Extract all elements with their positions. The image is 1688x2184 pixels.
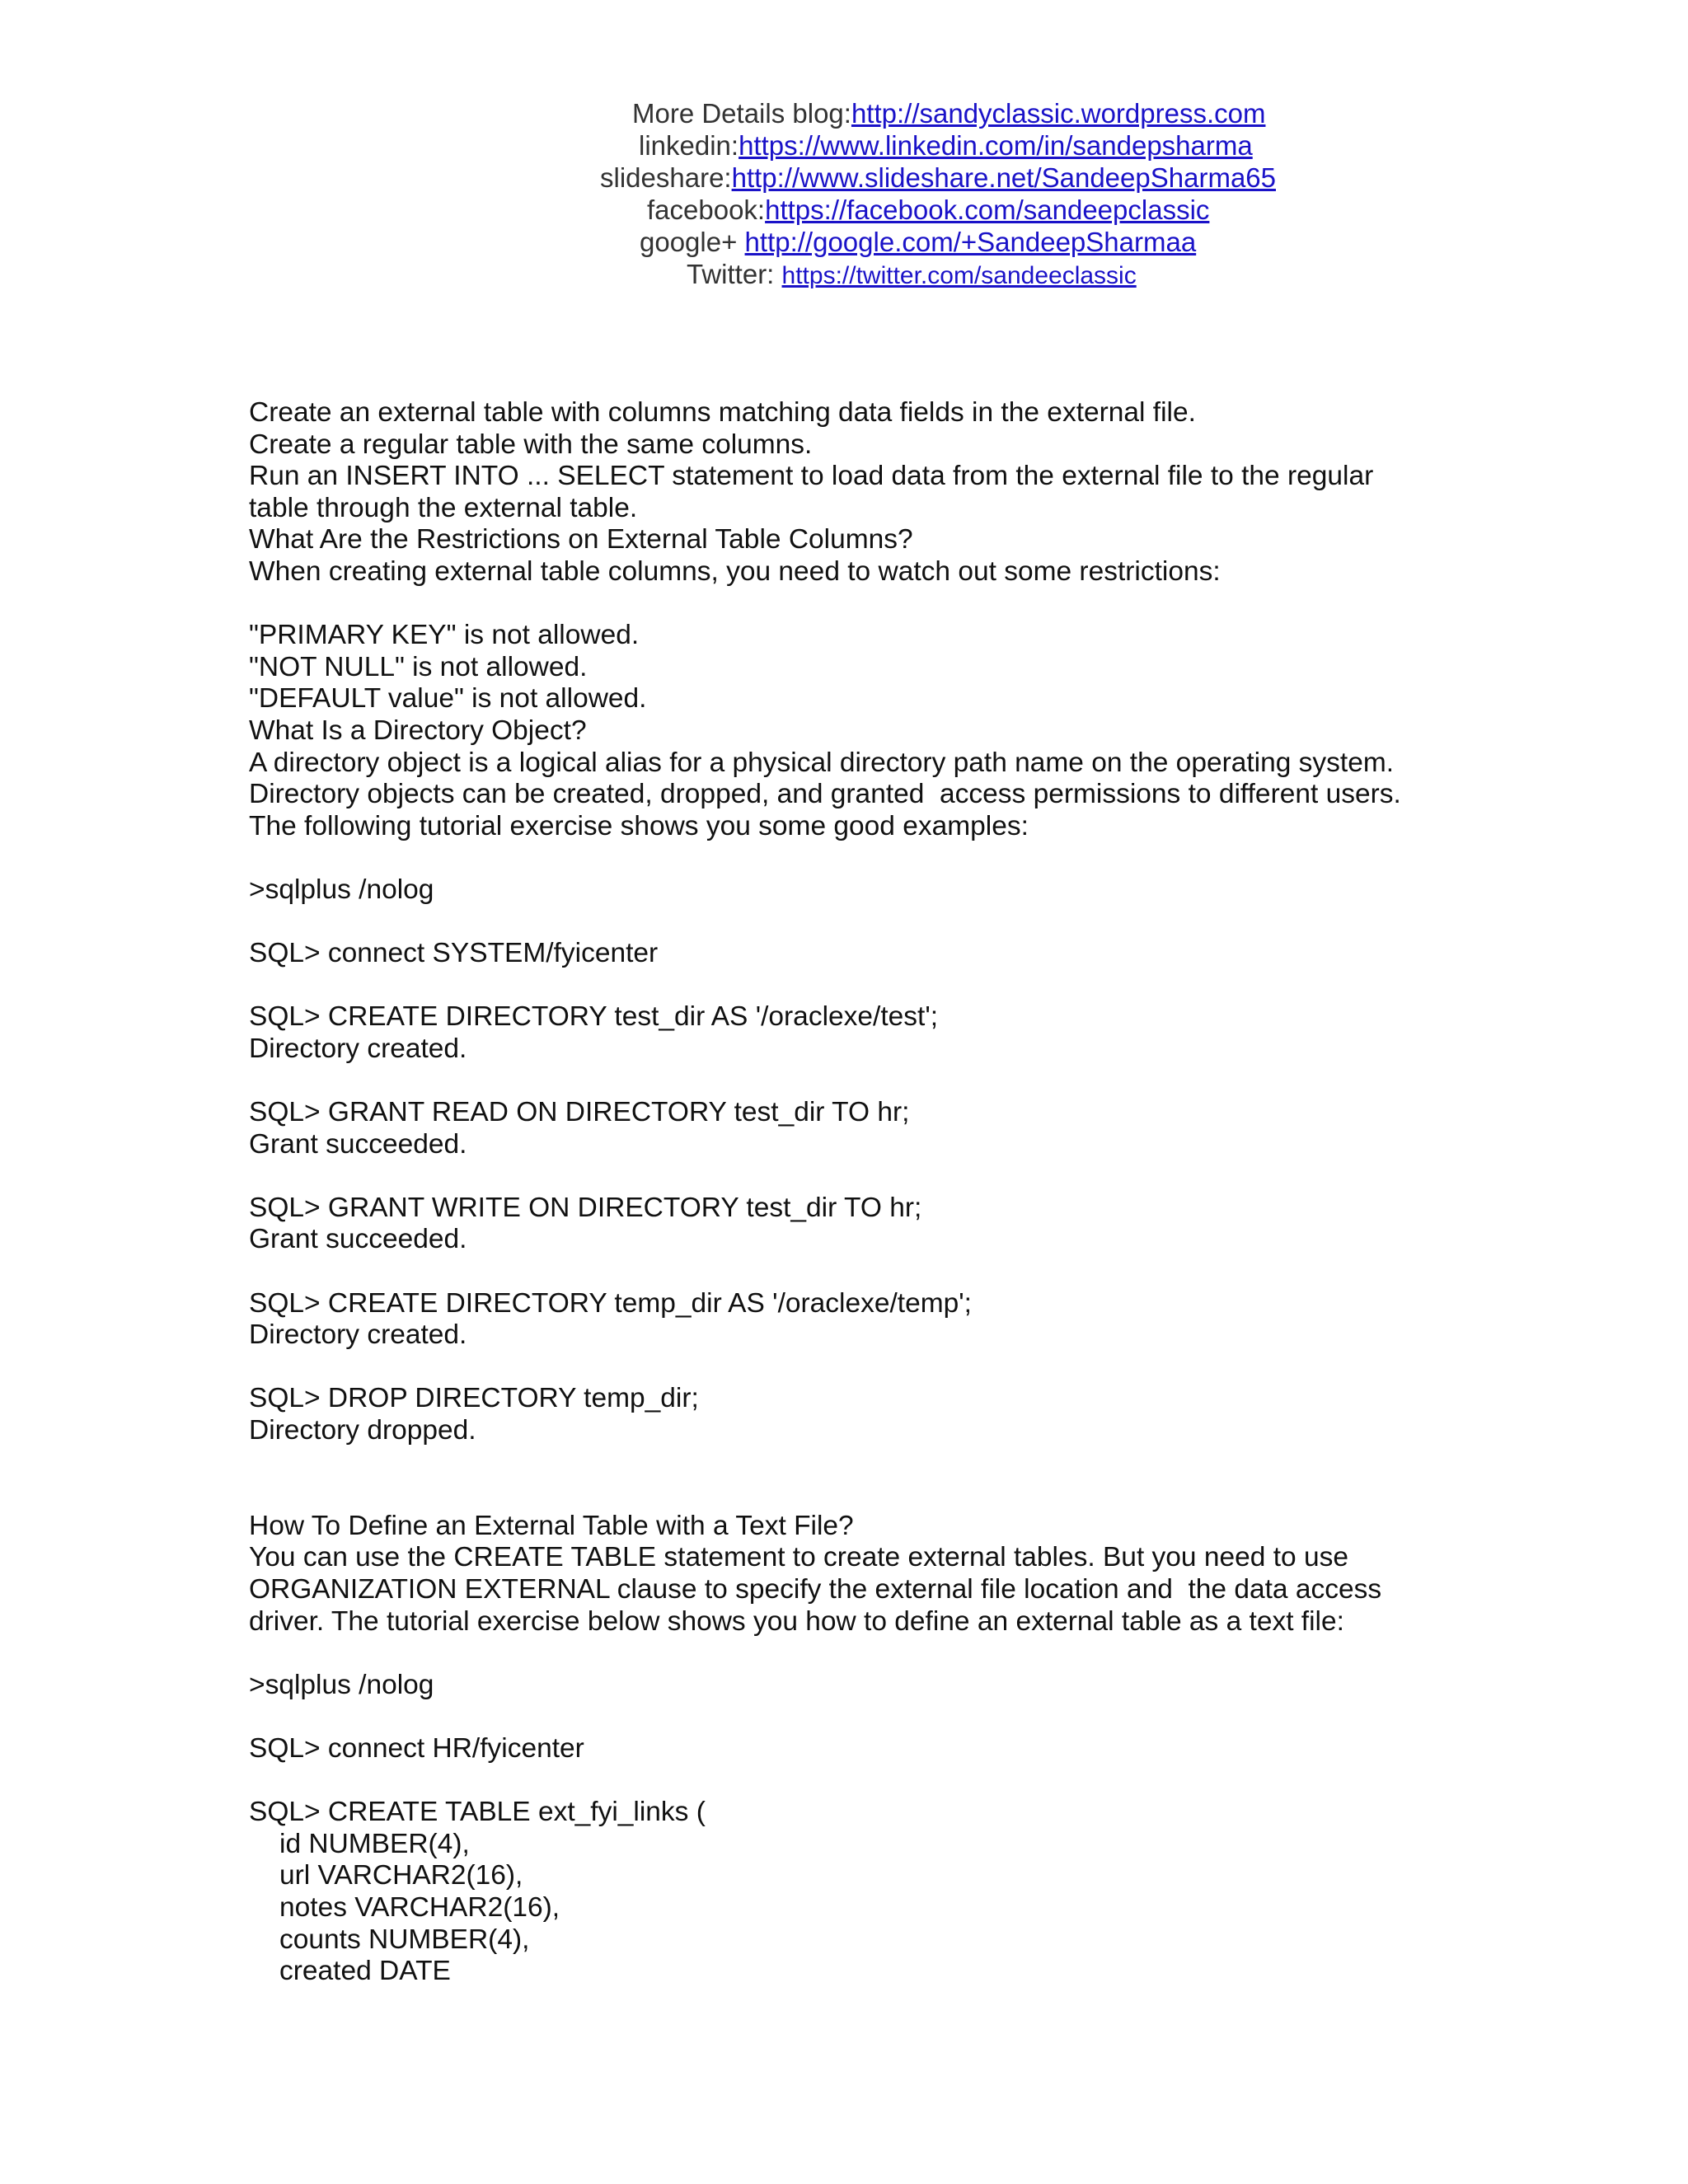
- text-line: A directory object is a logical alias for a physical directory path name on the operating system.: [249, 747, 1395, 778]
- google-plus-line: [640, 226, 1196, 258]
- facebook-line: [647, 194, 1209, 226]
- text-line: Directory objects can be created, dropped, and granted access permissions to different users.: [249, 779, 1401, 810]
- code-column-line: notes VARCHAR2(16),: [279, 1891, 560, 1923]
- code-line: SQL> connect HR/fyicenter: [249, 1732, 584, 1764]
- text-line: "PRIMARY KEY" is not allowed.: [249, 620, 640, 651]
- code-line: SQL> DROP DIRECTORY temp_dir;: [249, 1383, 699, 1414]
- code-output-line: Directory created.: [249, 1319, 467, 1351]
- blank-line: [249, 1479, 1436, 1511]
- code-line: SQL> GRANT WRITE ON DIRECTORY test_dir TO hr;: [249, 1192, 922, 1223]
- slideshare-link[interactable]: http://www.slideshare.net/SandeepSharma65: [731, 162, 1276, 193]
- text-line: The following tutorial exercise shows you some good examples:: [249, 810, 1029, 841]
- text-line: ORGANIZATION EXTERNAL clause to specify the external file location and the data access: [249, 1573, 1382, 1605]
- section-heading: What Is a Directory Object?: [249, 715, 587, 746]
- twitter-label: Twitter:: [687, 259, 782, 289]
- blog-label: More Details blog:: [632, 98, 851, 129]
- google-plus-label: google+: [640, 227, 745, 257]
- linkedin-line: [639, 129, 1253, 162]
- blank-line: [249, 1701, 1436, 1733]
- blank-line: [249, 907, 1436, 939]
- text-line: Create an external table with columns matching data fields in the external file.: [249, 397, 1196, 428]
- text-line: Create a regular table with the same columns.: [249, 429, 813, 460]
- code-line: SQL> CREATE DIRECTORY test_dir AS '/oraclexe/test';: [249, 1001, 939, 1033]
- blank-line: [249, 1352, 1436, 1384]
- blank-line: [249, 1447, 1436, 1479]
- blank-line: [249, 1765, 1436, 1797]
- text-line: Run an INSERT INTO ... SELECT statement to load data from the external file to the regular: [249, 461, 1374, 492]
- text-line: When creating external table columns, you need to watch out some restrictions:: [249, 555, 1221, 587]
- code-line: SQL> GRANT READ ON DIRECTORY test_dir TO hr;: [249, 1097, 910, 1128]
- text-line: driver. The tutorial exercise below shows you how to define an external table as a text file:: [249, 1605, 1344, 1637]
- facebook-link[interactable]: https://facebook.com/sandeepclassic: [765, 194, 1210, 225]
- blank-line: [249, 970, 1436, 1002]
- blank-line: [249, 1065, 1436, 1097]
- document-body: [249, 397, 1436, 1988]
- blank-line: [249, 1256, 1436, 1288]
- slideshare-line: [600, 162, 1276, 194]
- section-heading: What Are the Restrictions on External Table Columns?: [249, 524, 913, 555]
- section-heading: How To Define an External Table with a Text File?: [249, 1510, 854, 1541]
- blank-line: [249, 1638, 1436, 1670]
- blank-line: [249, 588, 1436, 621]
- code-column-line: url VARCHAR2(16),: [279, 1860, 523, 1891]
- facebook-label: facebook:: [647, 194, 766, 225]
- code-output-line: Grant succeeded.: [249, 1224, 467, 1255]
- text-line: You can use the CREATE TABLE statement to create external tables. But you need to use: [249, 1542, 1348, 1573]
- blank-line: [249, 1160, 1436, 1193]
- twitter-link[interactable]: https://twitter.com/sandeeclassic: [781, 262, 1137, 289]
- linkedin-link[interactable]: https://www.linkedin.com/in/sandepsharma: [738, 130, 1253, 161]
- google-plus-link[interactable]: http://google.com/+SandeepSharmaa: [744, 227, 1197, 257]
- code-line: >sqlplus /nolog: [249, 874, 434, 905]
- twitter-line: [687, 258, 1137, 292]
- code-line: SQL> connect SYSTEM/fyicenter: [249, 938, 659, 969]
- text-line: table through the external table.: [249, 492, 638, 523]
- code-line: SQL> CREATE DIRECTORY temp_dir AS '/oraclexe/temp';: [249, 1287, 972, 1319]
- code-output-line: Directory created.: [249, 1033, 467, 1064]
- code-column-line: id NUMBER(4),: [279, 1828, 470, 1859]
- slideshare-label: slideshare:: [600, 162, 732, 193]
- code-column-line: counts NUMBER(4),: [279, 1924, 530, 1955]
- code-line: SQL> CREATE TABLE ext_fyi_links (: [249, 1797, 706, 1828]
- code-output-line: Grant succeeded.: [249, 1128, 467, 1160]
- blank-line: [249, 842, 1436, 874]
- code-column-line: created DATE: [279, 1956, 451, 1987]
- linkedin-label: linkedin:: [639, 130, 739, 161]
- blog-line: [632, 97, 1265, 129]
- text-line: "NOT NULL" is not allowed.: [249, 651, 588, 682]
- code-output-line: Directory dropped.: [249, 1415, 476, 1446]
- text-line: "DEFAULT value" is not allowed.: [249, 683, 647, 715]
- code-line: >sqlplus /nolog: [249, 1669, 434, 1700]
- blog-link[interactable]: http://sandyclassic.wordpress.com: [851, 98, 1266, 129]
